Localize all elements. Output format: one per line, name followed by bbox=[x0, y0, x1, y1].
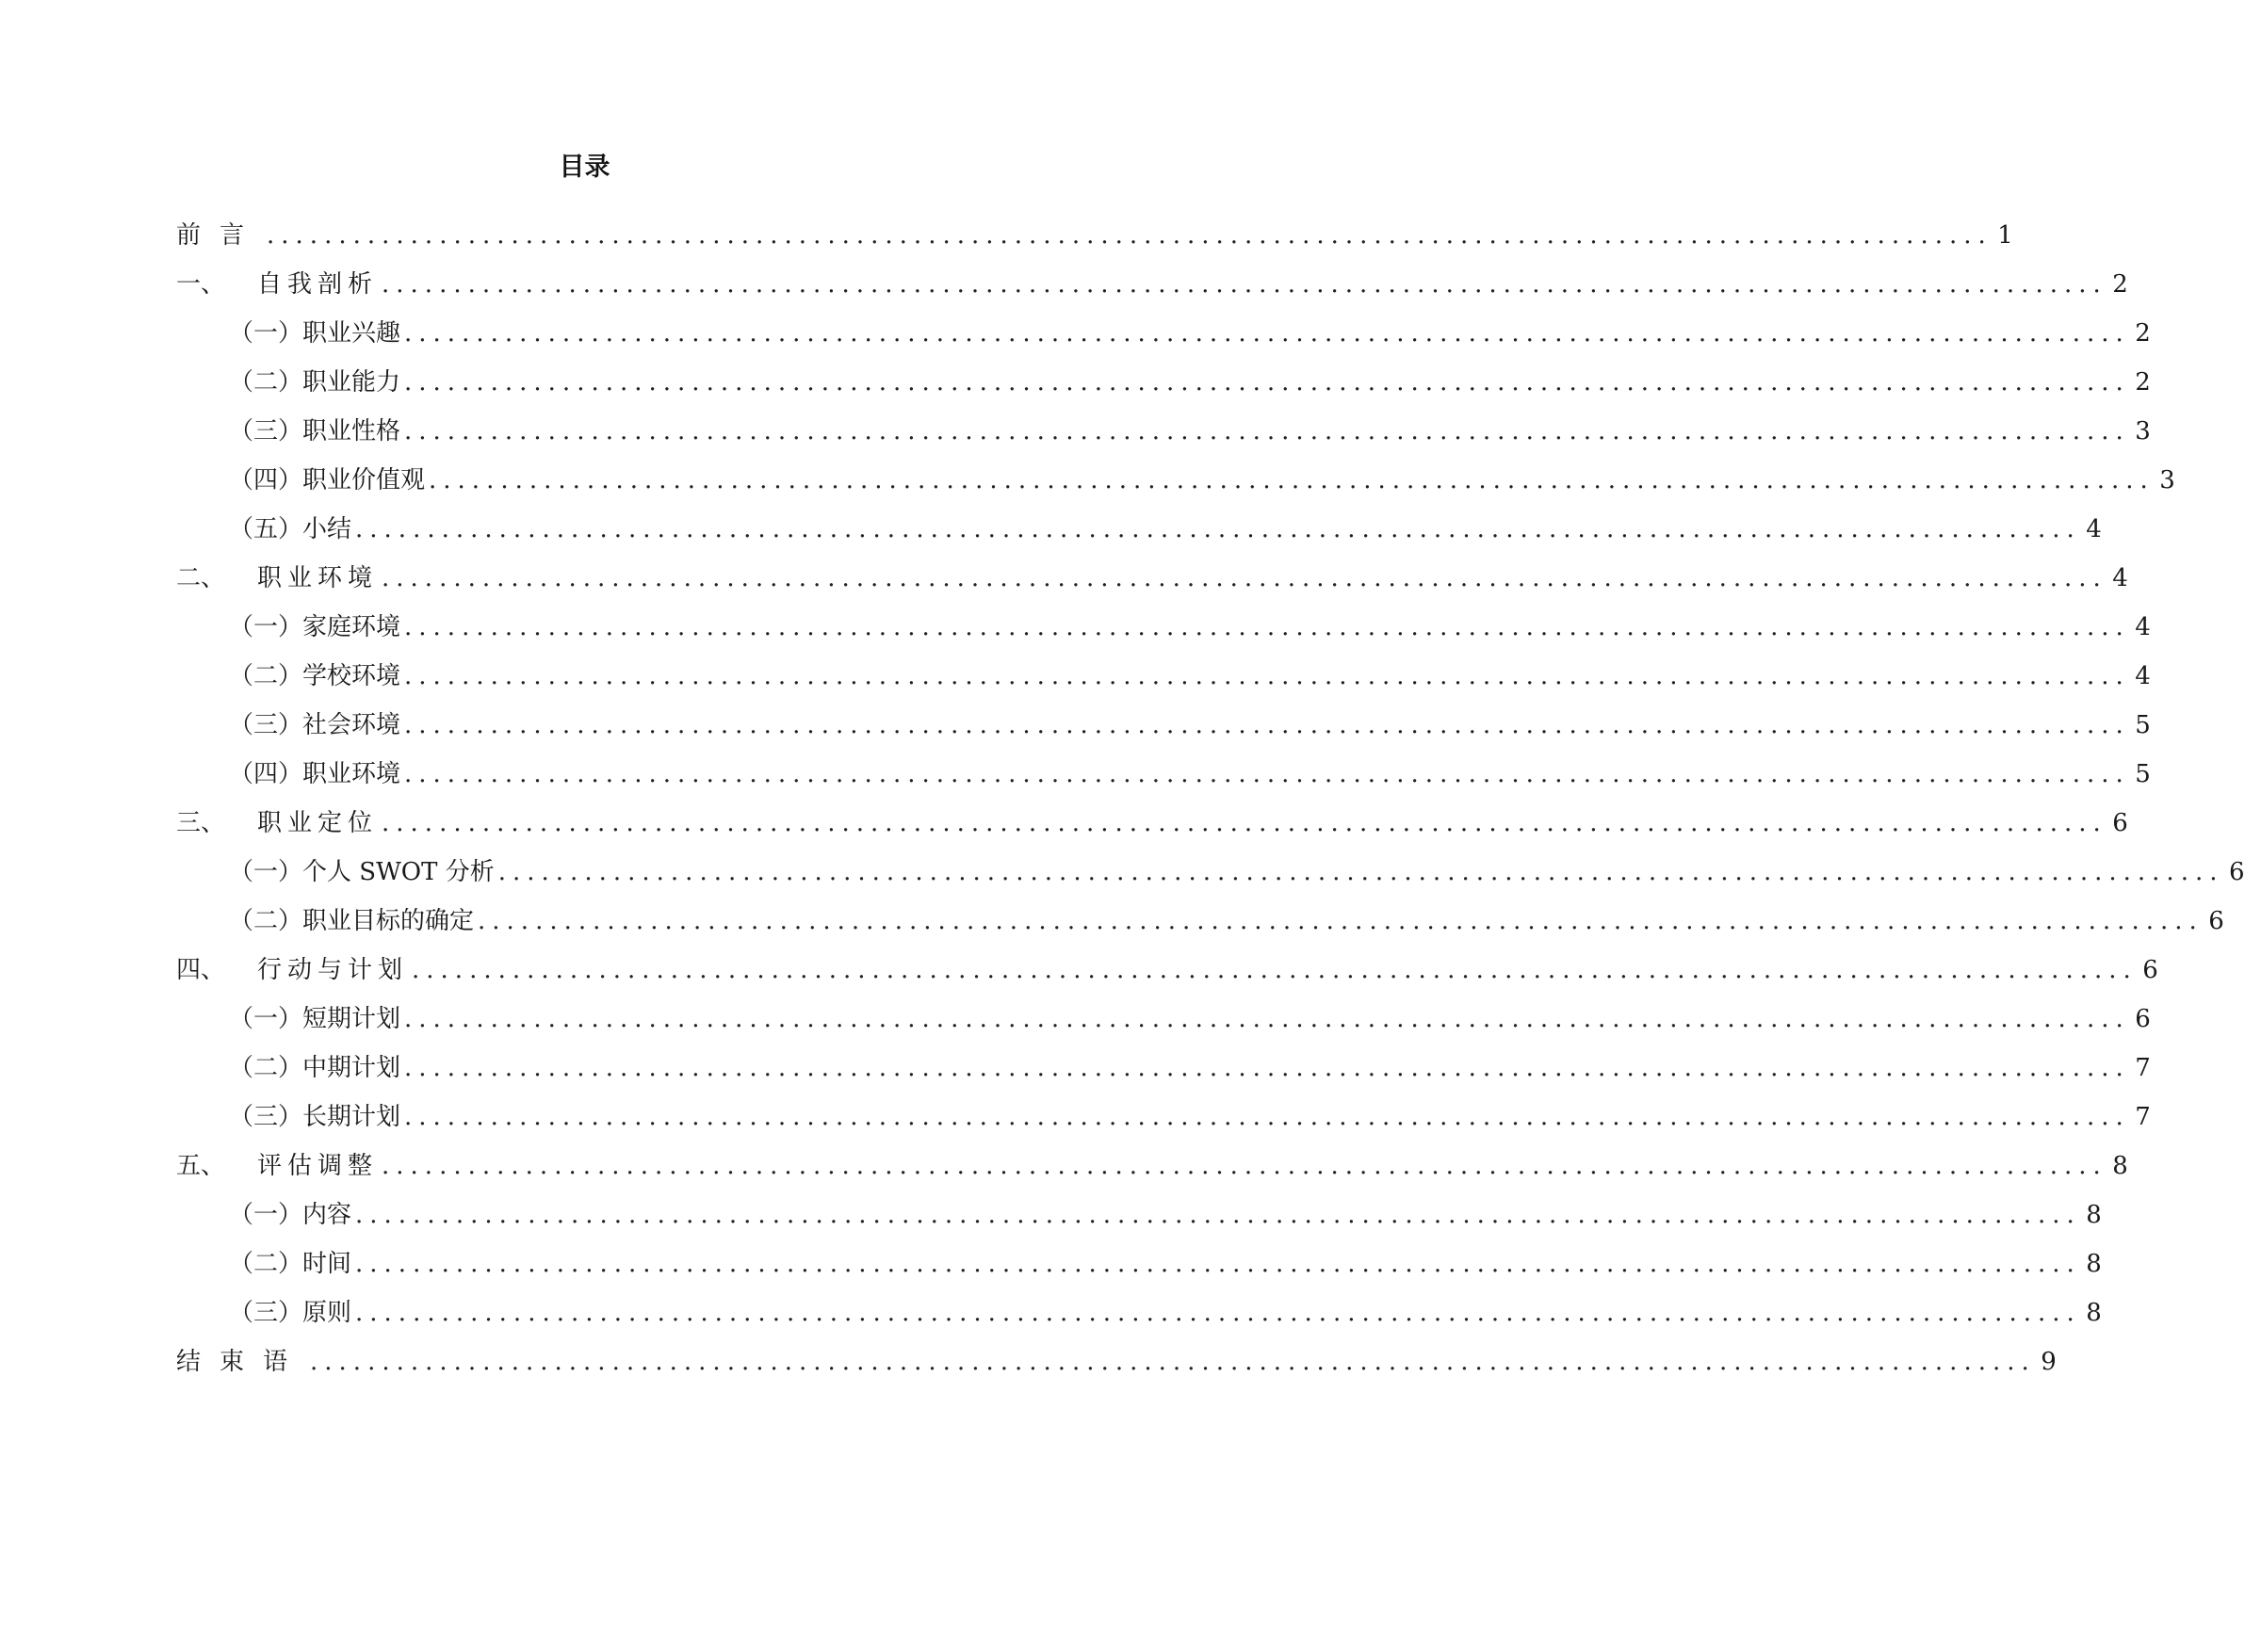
toc-page-number: 8 bbox=[2112, 1152, 2128, 1180]
toc-entry[interactable] bbox=[176, 1142, 2128, 1190]
toc-leader-dots: ........................................................................................................................ bbox=[355, 1299, 2081, 1327]
toc-entry-number: 五、 bbox=[176, 1152, 226, 1180]
toc-entry[interactable] bbox=[176, 505, 2102, 554]
toc-entry[interactable] bbox=[176, 1190, 2102, 1239]
toc-entry[interactable] bbox=[176, 1093, 2151, 1142]
toc-entry[interactable] bbox=[176, 750, 2151, 799]
toc-entry-label: （二）时间 bbox=[229, 1250, 352, 1278]
toc-entry[interactable] bbox=[176, 799, 2128, 848]
toc-entry-label: （二）中期计划 bbox=[229, 1054, 401, 1082]
toc-page-number: 6 bbox=[2228, 858, 2245, 886]
toc-entry[interactable] bbox=[176, 995, 2151, 1044]
toc-page-number: 8 bbox=[2086, 1201, 2102, 1229]
toc-page-number: 7 bbox=[2135, 1054, 2151, 1082]
toc-leader-dots: ........................................................................................................................ bbox=[404, 760, 2130, 788]
toc-page-number: 5 bbox=[2135, 760, 2151, 788]
toc-entry[interactable] bbox=[176, 407, 2151, 456]
toc-page-number: 6 bbox=[2208, 907, 2224, 935]
toc-entry-label: （三）长期计划 bbox=[229, 1103, 401, 1131]
toc-leader-dots: ........................................................................................................................ bbox=[382, 270, 2107, 299]
toc-entry-label: 职业环境 bbox=[257, 564, 379, 592]
toc-leader-dots: ........................................................................................................................ bbox=[497, 858, 2224, 886]
toc-entry-label: （三）社会环境 bbox=[229, 711, 401, 739]
toc-page-number: 2 bbox=[2135, 368, 2151, 397]
toc-page-number: 9 bbox=[2041, 1348, 2057, 1376]
toc-entry-label: （二）职业目标的确定 bbox=[229, 907, 475, 935]
toc-leader-dots: ........................................................................................................................ bbox=[404, 1005, 2130, 1033]
toc-entry-number: 二、 bbox=[176, 564, 226, 592]
toc-page-number: 6 bbox=[2112, 809, 2128, 837]
toc-entry[interactable] bbox=[176, 1239, 2102, 1288]
toc-entry-label: 行动与计划 bbox=[257, 956, 409, 984]
toc-leader-dots: ........................................................................................................................ bbox=[382, 564, 2107, 592]
toc-entry-label: 自我剖析 bbox=[257, 270, 379, 299]
toc-entry-label: （五）小结 bbox=[229, 515, 352, 543]
toc-entry[interactable] bbox=[176, 603, 2151, 652]
toc-leader-dots: ........................................................................................................................ bbox=[310, 1348, 2036, 1376]
toc-entry-label: （二）学校环境 bbox=[229, 662, 401, 690]
toc-entry-number: 四、 bbox=[176, 956, 226, 984]
toc-entry[interactable] bbox=[176, 260, 2128, 309]
toc-entry[interactable] bbox=[176, 848, 2245, 897]
toc-entry[interactable] bbox=[176, 701, 2151, 750]
toc-entry[interactable] bbox=[176, 554, 2128, 603]
toc-leader-dots: ........................................................................................................................ bbox=[382, 1152, 2107, 1180]
toc-leader-dots: ........................................................................................................................ bbox=[404, 1054, 2130, 1082]
toc-leader-dots: ........................................................................................................................ bbox=[478, 907, 2204, 935]
toc-leader-dots: ........................................................................................................................ bbox=[404, 417, 2130, 445]
toc-entry[interactable] bbox=[176, 652, 2151, 701]
toc-entry-label: 结束语 bbox=[176, 1348, 307, 1376]
toc-page-number: 4 bbox=[2112, 564, 2128, 592]
toc-entry[interactable] bbox=[176, 456, 2175, 505]
toc-list bbox=[176, 211, 2245, 1386]
toc-title: 目录 bbox=[559, 153, 610, 182]
toc-leader-dots: ........................................................................................................................ bbox=[382, 809, 2107, 837]
toc-entry-label: （二）职业能力 bbox=[229, 368, 401, 397]
toc-page-number: 6 bbox=[2135, 1005, 2151, 1033]
toc-page-number: 2 bbox=[2135, 319, 2151, 348]
toc-entry-label: （一）职业兴趣 bbox=[229, 319, 401, 348]
toc-entry-label: （一）个人 SWOT 分析 bbox=[229, 858, 495, 886]
toc-entry-label: 职业定位 bbox=[257, 809, 379, 837]
toc-entry-label: （一）短期计划 bbox=[229, 1005, 401, 1033]
toc-page-number: 5 bbox=[2135, 711, 2151, 739]
toc-entry-label: （四）职业价值观 bbox=[229, 466, 426, 494]
toc-entry-label: 评估调整 bbox=[257, 1152, 379, 1180]
toc-page-number: 3 bbox=[2135, 417, 2151, 445]
toc-entry[interactable] bbox=[176, 1044, 2151, 1093]
toc-entry-label: （一）家庭环境 bbox=[229, 613, 401, 641]
toc-leader-dots: ........................................................................................................................ bbox=[404, 368, 2130, 397]
toc-page-number: 8 bbox=[2086, 1250, 2102, 1278]
toc-leader-dots: ........................................................................................................................ bbox=[267, 221, 1993, 250]
toc-leader-dots: ........................................................................................................................ bbox=[404, 319, 2130, 348]
toc-leader-dots: ........................................................................................................................ bbox=[412, 956, 2138, 984]
toc-entry-number: 三、 bbox=[176, 809, 226, 837]
toc-leader-dots: ........................................................................................................................ bbox=[355, 515, 2081, 543]
toc-entry[interactable] bbox=[176, 1337, 2057, 1386]
toc-leader-dots: ........................................................................................................................ bbox=[429, 466, 2155, 494]
toc-entry-label: （四）职业环境 bbox=[229, 760, 401, 788]
toc-leader-dots: ........................................................................................................................ bbox=[355, 1250, 2081, 1278]
toc-leader-dots: ........................................................................................................................ bbox=[355, 1201, 2081, 1229]
toc-entry[interactable] bbox=[176, 946, 2158, 995]
toc-entry[interactable] bbox=[176, 211, 2013, 260]
toc-entry-label: （三）职业性格 bbox=[229, 417, 401, 445]
toc-page-number: 4 bbox=[2086, 515, 2102, 543]
toc-page-number: 6 bbox=[2142, 956, 2158, 984]
toc-leader-dots: ........................................................................................................................ bbox=[404, 711, 2130, 739]
toc-entry[interactable] bbox=[176, 309, 2151, 358]
toc-leader-dots: ........................................................................................................................ bbox=[404, 1103, 2130, 1131]
toc-page-number: 4 bbox=[2135, 662, 2151, 690]
toc-entry[interactable] bbox=[176, 358, 2151, 407]
toc-entry[interactable] bbox=[176, 897, 2224, 946]
toc-page-number: 7 bbox=[2135, 1103, 2151, 1131]
toc-page-number: 1 bbox=[1997, 221, 2013, 250]
toc-page-number: 4 bbox=[2135, 613, 2151, 641]
toc-page-number: 2 bbox=[2112, 270, 2128, 299]
toc-entry-label: 前言 bbox=[176, 221, 264, 250]
toc-entry-number: 一、 bbox=[176, 270, 226, 299]
toc-entry[interactable] bbox=[176, 1288, 2102, 1337]
toc-page-number: 8 bbox=[2086, 1299, 2102, 1327]
toc-leader-dots: ........................................................................................................................ bbox=[404, 613, 2130, 641]
toc-entry-label: （一）内容 bbox=[229, 1201, 352, 1229]
toc-entry-label: （三）原则 bbox=[229, 1299, 352, 1327]
toc-page-number: 3 bbox=[2159, 466, 2175, 494]
toc-leader-dots: ........................................................................................................................ bbox=[404, 662, 2130, 690]
